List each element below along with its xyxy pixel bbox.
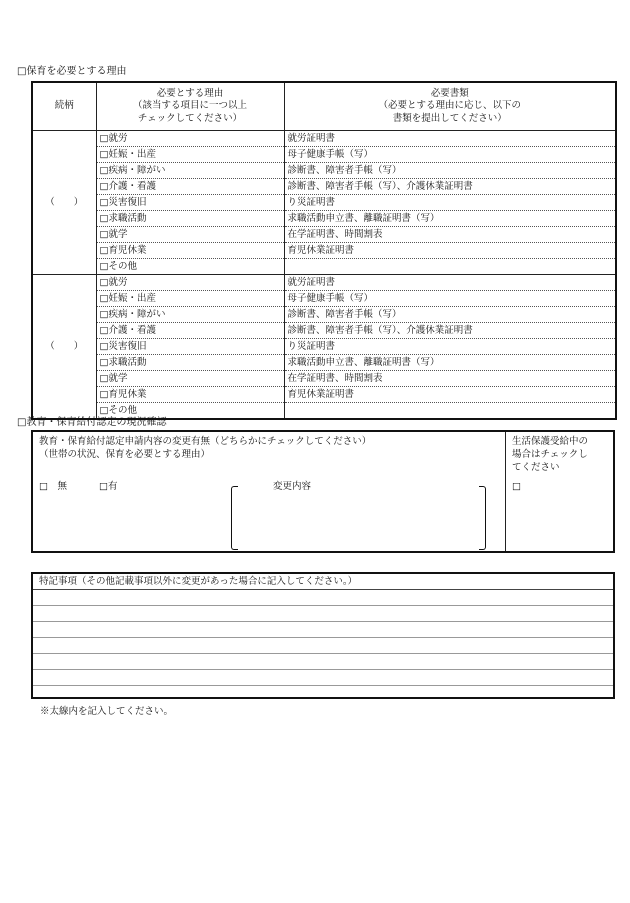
- required-document: 診断書、障害者手帳（写）、介護休業証明書: [284, 178, 616, 194]
- reason-row: [32, 242, 616, 258]
- reason-row: [32, 226, 616, 242]
- reason-row: [32, 146, 616, 162]
- reason-row: [32, 178, 616, 194]
- reason-group-2: [32, 274, 616, 419]
- change-details-input[interactable]: [239, 494, 477, 546]
- change-question-note: （世帯の状況、保育を必要とする理由）: [39, 449, 211, 460]
- required-document: 診断書、障害者手帳（写）: [284, 162, 616, 178]
- reason-checkbox[interactable]: □災害復旧: [96, 194, 284, 210]
- option-no-change[interactable]: □ 無: [39, 481, 67, 492]
- reason-row: [32, 338, 616, 354]
- required-document: [284, 258, 616, 274]
- required-document: り災証明書: [284, 194, 616, 210]
- reason-row: [32, 370, 616, 386]
- relation-input[interactable]: （ ）: [32, 130, 96, 274]
- welfare-note-line2: 場合はチェックし: [512, 449, 588, 460]
- reason-checkbox[interactable]: □就学: [96, 370, 284, 386]
- reason-checkbox[interactable]: □就労: [96, 130, 284, 146]
- reason-checkbox[interactable]: □疾病・障がい: [96, 162, 284, 178]
- reason-checkbox[interactable]: □就学: [96, 226, 284, 242]
- header-docs-line3: 書類を提出してください）: [392, 112, 507, 124]
- required-document: り災証明書: [284, 338, 616, 354]
- reason-checkbox[interactable]: □介護・看護: [96, 322, 284, 338]
- reason-row: [32, 306, 616, 322]
- reason-row: [32, 290, 616, 306]
- left-bracket: [231, 486, 238, 550]
- reason-checkbox[interactable]: □求職活動: [96, 354, 284, 370]
- reason-row: [32, 274, 616, 290]
- reason-checkbox[interactable]: □その他: [96, 258, 284, 274]
- relation-input[interactable]: （ ）: [32, 274, 96, 419]
- header-documents: [284, 82, 616, 130]
- reason-checkbox[interactable]: □介護・看護: [96, 178, 284, 194]
- reason-row: [32, 194, 616, 210]
- required-document: 育児休業証明書: [284, 386, 616, 402]
- change-question: 教育・保育給付認定申請内容の変更有無（どちらかにチェックしてください）: [39, 436, 372, 447]
- reason-checkbox[interactable]: □災害復旧: [96, 338, 284, 354]
- footnote: ※太線内を記入してください。: [40, 706, 174, 717]
- reason-row: [32, 210, 616, 226]
- reason-checkbox[interactable]: □妊娠・出産: [96, 290, 284, 306]
- change-details-label: 変更内容: [273, 481, 312, 492]
- care-reason-table: [31, 81, 617, 420]
- required-document: [284, 402, 616, 419]
- required-document: 育児休業証明書: [284, 242, 616, 258]
- required-document: 就労証明書: [284, 130, 616, 146]
- required-document: 在学証明書、時間割表: [284, 226, 616, 242]
- reason-row: [32, 354, 616, 370]
- change-check-area: [33, 432, 506, 551]
- header-relation: 続柄: [32, 82, 96, 130]
- right-bracket: [479, 486, 486, 550]
- reason-row: [32, 386, 616, 402]
- required-document: 診断書、障害者手帳（写）、介護休業証明書: [284, 322, 616, 338]
- header-docs-line2: （必要とする理由に応じ、以下の: [378, 100, 521, 111]
- reason-row: [32, 162, 616, 178]
- welfare-note-line1: 生活保護受給中の: [512, 436, 589, 447]
- welfare-checkbox[interactable]: □: [512, 481, 521, 492]
- reason-row: [32, 130, 616, 146]
- welfare-note-line3: てください: [512, 462, 560, 473]
- required-document: 母子健康手帳（写）: [284, 146, 616, 162]
- reason-checkbox[interactable]: □疾病・障がい: [96, 306, 284, 322]
- section-title-status-check: □教育・保育給付認定の現況確認: [17, 417, 167, 428]
- welfare-note: [512, 435, 588, 474]
- reason-group-1: [32, 130, 616, 274]
- required-document: 就労証明書: [284, 274, 616, 290]
- option-has-change[interactable]: □有: [99, 481, 118, 492]
- header-reason-line2: （該当する項目に一つ以上: [132, 100, 247, 111]
- special-notes-box: [31, 572, 615, 699]
- special-notes-title: 特記事項（その他記載事項以外に変更があった場合に記入してください。）: [39, 576, 358, 587]
- reason-checkbox[interactable]: □妊娠・出産: [96, 146, 284, 162]
- header-reason: [96, 82, 284, 130]
- header-reason-line1: 必要とする理由: [156, 87, 224, 99]
- required-document: 母子健康手帳（写）: [284, 290, 616, 306]
- reason-checkbox[interactable]: □就労: [96, 274, 284, 290]
- reason-checkbox[interactable]: □育児休業: [96, 242, 284, 258]
- header-docs-line1: 必要書類: [430, 87, 469, 99]
- status-check-box: [31, 430, 615, 553]
- reason-row: [32, 258, 616, 274]
- required-document: 在学証明書、時間割表: [284, 370, 616, 386]
- required-document: 求職活動申立書、離職証明書（写）: [284, 210, 616, 226]
- required-document: 診断書、障害者手帳（写）: [284, 306, 616, 322]
- special-notes-input[interactable]: [33, 590, 613, 697]
- reason-checkbox[interactable]: □育児休業: [96, 386, 284, 402]
- required-document: 求職活動申立書、離職証明書（写）: [284, 354, 616, 370]
- reason-row: [32, 322, 616, 338]
- reason-checkbox[interactable]: □求職活動: [96, 210, 284, 226]
- section-title-care-reason: □保育を必要とする理由: [17, 66, 127, 77]
- reason-checkbox[interactable]: □その他: [96, 402, 284, 419]
- header-reason-line3: チェックしてください）: [137, 112, 243, 124]
